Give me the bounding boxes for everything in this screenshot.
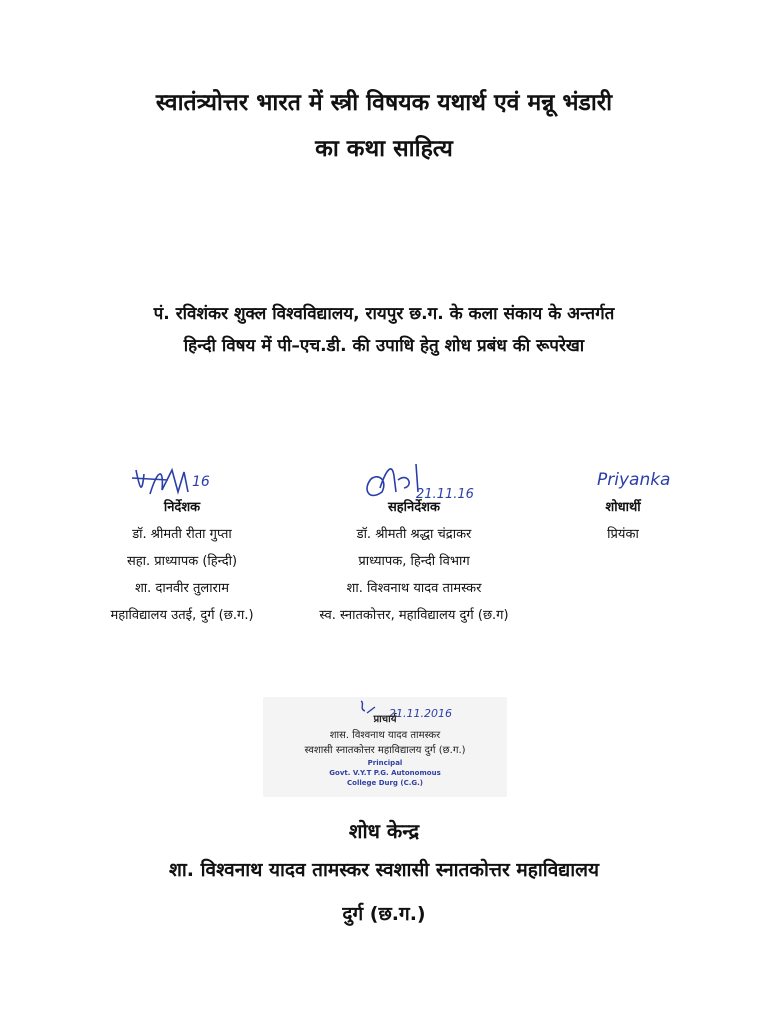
seal-line2: Govt. V.Y.T P.G. Autonomous xyxy=(329,769,441,777)
stamp-line1: शास. विश्वनाथ यादव तामस्कर xyxy=(329,730,441,741)
research-center-heading: शोध केन्द्र xyxy=(348,819,420,843)
co-supervisor-block xyxy=(286,494,542,629)
supervisor-designation: सहा. प्राध्यापक (हिन्दी) xyxy=(126,554,238,569)
principal-signature-date: 21.11.2016 xyxy=(389,707,452,720)
stamp-role: प्राचार्य xyxy=(373,714,397,725)
co-supervisor-designation: प्राध्यापक, हिन्दी विभाग xyxy=(358,554,470,569)
supervisor-role: निर्देशक xyxy=(163,500,201,515)
researcher-signature xyxy=(597,470,670,490)
supervisor-name: डॉ. श्रीमती रीता गुप्ता xyxy=(132,527,232,542)
supervisor-institution-line1: शा. दानवीर तुलाराम xyxy=(134,581,230,596)
seal-line1: Principal xyxy=(367,759,403,767)
submission-statement xyxy=(0,298,768,362)
submission-line1: पं. रविशंकर शुक्ल विश्वविद्यालय, रायपुर छ.ग. के कला संकाय के अन्तर्गत xyxy=(153,304,615,324)
seal-line3: College Durg (C.G.) xyxy=(347,779,423,787)
researcher-signature-text: Priyanka xyxy=(597,470,671,490)
researcher-name: प्रियंका xyxy=(607,527,639,542)
thesis-title xyxy=(0,80,768,172)
researcher-block xyxy=(566,494,680,548)
svg-text:16: 16 xyxy=(192,474,210,490)
thesis-title-line1: स्वातंत्र्योत्तर भारत में स्त्री विषयक यथार्थ एवं मन्नू भंडारी xyxy=(155,90,613,116)
researcher-role: शोधार्थी xyxy=(605,500,641,515)
principal-stamp xyxy=(263,697,507,797)
stamp-line2: स्वशासी स्नातकोत्तर महाविद्यालय दुर्ग (छ.ग.) xyxy=(304,745,466,756)
submission-line2: हिन्दी विषय में पी–एच.डी. की उपाधि हेतु शोध प्रबंध की रूपरेखा xyxy=(183,336,585,356)
thesis-title-line2: का कथा साहित्य xyxy=(315,136,453,162)
co-supervisor-institution-line1: शा. विश्वनाथ यादव तामस्कर xyxy=(346,581,482,596)
co-supervisor-institution-line2: स्व. स्नातकोत्तर, महाविद्यालय दुर्ग (छ.ग) xyxy=(319,608,509,623)
co-supervisor-name: डॉ. श्रीमती श्रद्धा चंद्राकर xyxy=(356,527,472,542)
supervisor-block xyxy=(82,494,282,629)
co-supervisor-role: सहनिर्देशक xyxy=(387,500,440,515)
research-center-name: शा. विश्वनाथ यादव तामस्कर स्वशासी स्नातकोत्तर महाविद्यालय xyxy=(168,859,600,881)
research-center-place: दुर्ग (छ.ग.) xyxy=(342,903,426,925)
co-supervisor-signature-date: 21.11.16 xyxy=(416,487,474,502)
supervisor-institution-line2: महाविद्यालय उतई, दुर्ग (छ.ग.) xyxy=(110,608,254,623)
